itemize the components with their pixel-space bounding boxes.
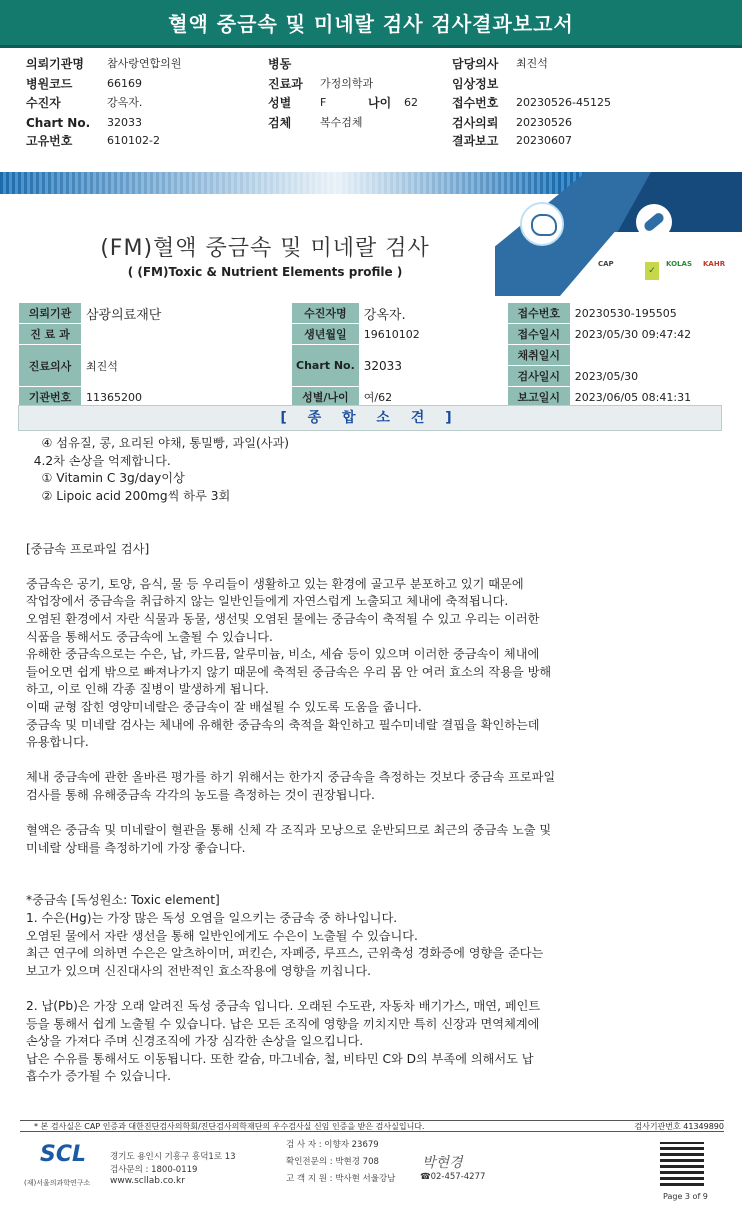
- patient-value: 강옥자.: [107, 96, 143, 109]
- chart-value: 32033: [107, 116, 142, 129]
- receipt-no-label: 접수번호: [452, 96, 499, 110]
- info-doctor-label: 진료의사: [19, 345, 82, 387]
- cert-note: * 본 검사실은 CAP 인증과 대한진단검사의학회/진단검사의학재단의 우수검사실 신임 인증을 받은 검사실입니다.: [34, 1122, 425, 1131]
- support-info: 고 객 지 원 : 박사현 서울강남: [286, 1174, 396, 1184]
- info-dept-label: 진 료 과: [19, 324, 82, 345]
- report-footer: [20, 1120, 724, 1220]
- info-collected-label: 채취일시: [507, 345, 570, 366]
- info-collected-value: [570, 345, 718, 366]
- info-tested-label: 검사일시: [507, 366, 570, 387]
- body-line: 이때 균형 잡힌 영양미네랄은 중금속이 잘 배설될 수 있도록 도움을 줍니다.: [26, 699, 422, 714]
- body-line: 2. 납(Pb)은 가장 오래 알려진 독성 중금속 입니다. 오래된 수도관, 자동차 배기가스, 매연, 페인트: [26, 999, 541, 1013]
- qr-code-icon: [660, 1142, 704, 1186]
- patient-info-table: [18, 302, 719, 408]
- info-receipt-label: 접수번호: [507, 303, 570, 324]
- body-line: 들어오면 쉽게 밖으로 빠져나가지 않기 때문에 축적된 중금속은 우리 몸 안 여러 효소의 작용을 방해: [26, 664, 552, 679]
- report-body: [26, 435, 726, 1086]
- specimen-value: 복수검체: [320, 116, 363, 129]
- info-doctor-value: 최진석: [82, 345, 292, 387]
- body-line: 손상을 가져다 주며 신경조직에 가장 심각한 손상을 일으킵니다.: [26, 1034, 364, 1049]
- profile-title: (FM)혈액 중금속 및 미네랄 검사: [100, 236, 430, 261]
- body-line: 유용합니다.: [26, 735, 89, 750]
- clinical-label: 임상정보: [452, 77, 499, 91]
- info-org-value: 삼광의료재단: [82, 303, 292, 324]
- org-value: 참사랑연합의원: [107, 57, 182, 70]
- body-line: [26, 523, 726, 541]
- patient-label: 수진자: [26, 96, 61, 110]
- ward-label: 병동: [268, 57, 292, 71]
- cap-logo: CAP: [598, 260, 614, 268]
- info-sexage-label: 성별/나이: [292, 387, 360, 408]
- body-line: ② Lipoic acid 200mg씩 하루 3회: [26, 488, 231, 503]
- body-line: 4.2차 손상을 억제합니다.: [26, 453, 171, 468]
- age-value: 62: [404, 96, 418, 109]
- body-line: 검사를 통해 유해중금속 각각의 농도를 측정하는 것이 권장됩니다.: [26, 787, 375, 802]
- dept-label: 진료과: [268, 77, 303, 91]
- doctor-value: 최진석: [516, 57, 548, 70]
- page-number: Page 3 of 9: [663, 1192, 708, 1201]
- body-line: [26, 558, 726, 576]
- body-line: [26, 505, 726, 523]
- info-org-label: 의뢰기관: [19, 303, 82, 324]
- body-line: 오염된 환경에서 자란 식물과 동물, 생선및 오염된 물에는 중금속이 축적될 수 있고 우리는 이러한: [26, 611, 540, 626]
- body-line: [26, 752, 726, 770]
- sex-value: F: [320, 96, 327, 109]
- cert-logo: ✓: [645, 262, 659, 280]
- info-patient-label: 수진자명: [292, 303, 360, 324]
- body-line: 식품을 통해서도 중금속에 노출될 수 있습니다.: [26, 629, 273, 644]
- specimen-label: 검체: [268, 116, 292, 130]
- report-value: 20230607: [516, 134, 572, 147]
- body-line: 체내 중금속에 관한 올바른 평가를 하기 위해서는 한가지 중금속을 측정하는 것보다 중금속 프로파일: [26, 770, 556, 785]
- info-inst-value: 11365200: [82, 387, 292, 408]
- signature: 박현경: [422, 1155, 463, 1171]
- body-line: 흡수가 증가될 수 있습니다.: [26, 1069, 172, 1084]
- info-sexage-value: 여/62: [359, 387, 507, 408]
- body-line: [26, 804, 726, 822]
- lab-phone: 검사문의 : 1800-0119: [110, 1165, 198, 1175]
- body-line: 납은 수유를 통해서도 이동됩니다. 또한 칼슘, 마그네슘, 철, 비타민 C와 D의 부족에 의해서도 납: [26, 1051, 534, 1066]
- kahr-logo: KAHR: [703, 260, 726, 268]
- lab-address: 경기도 용인시 기흥구 흥덕1로 13: [110, 1152, 236, 1162]
- inst-number: 검사기관번호 41349890: [634, 1122, 724, 1131]
- body-line: 중금속 및 미네랄 검사는 체내에 유해한 중금속의 축적을 확인하고 필수미네랄 결핍을 확인하는데: [26, 717, 540, 732]
- body-line: 하고, 이로 인해 각종 질병이 발생하게 됩니다.: [26, 682, 269, 697]
- unique-value: 610102-2: [107, 134, 160, 147]
- body-line: 작업장에서 중금속을 취급하지 않는 일반인들에게 자연스럽게 노출되고 체내에 축적됩니다.: [26, 594, 509, 609]
- info-receipt-value: 20230530-195505: [570, 303, 718, 324]
- doctor-label: 담당의사: [452, 57, 499, 71]
- body-line: [26, 857, 726, 875]
- sex-label: 성별: [268, 96, 292, 110]
- body-line: 최근 연구에 의하면 수은은 알츠하이머, 퍼킨슨, 자폐증, 루프스, 근위축성 경화증에 영향을 준다는: [26, 946, 544, 961]
- summary-heading: [ 종 합 소 견 ]: [18, 405, 722, 431]
- body-line: 오염된 물에서 자란 생선을 통해 일반인에게도 수은이 노출될 수 있습니다.: [26, 928, 418, 943]
- tester-info: 검 사 자 : 이향자 23679: [286, 1140, 379, 1150]
- body-line: 중금속은 공기, 토양, 음식, 물 등 우리들이 생활하고 있는 환경에 골고루 분포하고 있기 때문에: [26, 576, 524, 591]
- report-title-bar: [0, 0, 742, 48]
- dept-value: 가정의학과: [320, 77, 374, 90]
- body-line: [26, 875, 726, 893]
- body-line: 미네랄 상태를 측정하기에 가장 좋습니다.: [26, 840, 246, 855]
- body-line: 보고가 있으며 신진대사의 전반적인 효소작용에 영향을 끼칩니다.: [26, 963, 371, 978]
- report-label: 결과보고: [452, 134, 499, 148]
- info-tested-value: 2023/05/30: [570, 366, 718, 387]
- footer-cert-line: [20, 1120, 724, 1132]
- unique-label: 고유번호: [26, 134, 73, 148]
- hosp-code-value: 66169: [107, 77, 142, 90]
- info-reported-label: 보고일시: [507, 387, 570, 408]
- info-reported-value: 2023/06/05 08:41:31: [570, 387, 718, 408]
- body-line: 유해한 중금속으로는 수은, 납, 카드뮴, 알루미늄, 비소, 세슘 등이 있으며 이러한 중금속이 체내에: [26, 647, 540, 662]
- body-line: 혈액은 중금속 및 미네랄이 혈관을 통해 신체 각 조직과 모낭으로 운반되므로 최근의 중금속 노출 및: [26, 823, 552, 838]
- info-chart-label: Chart No.: [292, 345, 360, 387]
- info-chart-value: 32033: [359, 345, 507, 387]
- scl-logo: SCL: [40, 1142, 87, 1167]
- kolas-logo: KOLAS: [666, 260, 692, 268]
- body-line: ④ 섬유질, 콩, 요리된 야채, 통밀빵, 과일(사과): [26, 436, 290, 450]
- support-phone: ☎02-457-4277: [420, 1172, 486, 1182]
- body-line: [중금속 프로파일 검사]: [26, 541, 150, 556]
- hosp-code-label: 병원코드: [26, 77, 73, 91]
- receipt-no-value: 20230526-45125: [516, 96, 611, 109]
- report-title: 혈액 중금속 및 미네랄 검사 검사결과보고서: [168, 12, 574, 36]
- specialist-info: 확인전문의 : 박현경 708: [286, 1157, 379, 1167]
- info-dept-value: [82, 324, 292, 345]
- info-dob-label: 생년월일: [292, 324, 360, 345]
- body-line: 1. 수은(Hg)는 가장 많은 독성 오염을 일으키는 중금속 중 하나입니다.: [26, 911, 398, 926]
- request-label: 검사의뢰: [452, 116, 499, 130]
- lab-website[interactable]: www.scllab.co.kr: [110, 1176, 185, 1186]
- pill-icon: [636, 204, 672, 240]
- info-inst-label: 기관번호: [19, 387, 82, 408]
- body-line: 등을 통해서 쉽게 노출될 수 있습니다. 납은 모든 조직에 영향을 끼치지만 특히 신장과 면역체계에: [26, 1016, 540, 1031]
- info-patient-value: 강옥자.: [359, 303, 507, 324]
- info-dob-value: 19610102: [359, 324, 507, 345]
- chart-label: Chart No.: [26, 116, 91, 130]
- profile-subtitle: ( (FM)Toxic & Nutrient Elements profile ): [127, 265, 403, 279]
- age-label: 나이: [368, 96, 392, 110]
- body-line: ① Vitamin C 3g/day이상: [26, 471, 185, 486]
- lab-subtitle: (재)서울의과학연구소: [24, 1179, 91, 1187]
- body-line: [26, 980, 726, 998]
- org-label: 의뢰기관명: [26, 57, 84, 71]
- info-received-value: 2023/05/30 09:47:42: [570, 324, 718, 345]
- request-value: 20230526: [516, 116, 572, 129]
- body-line: *중금속 [독성원소: Toxic element]: [26, 893, 220, 908]
- info-received-label: 접수일시: [507, 324, 570, 345]
